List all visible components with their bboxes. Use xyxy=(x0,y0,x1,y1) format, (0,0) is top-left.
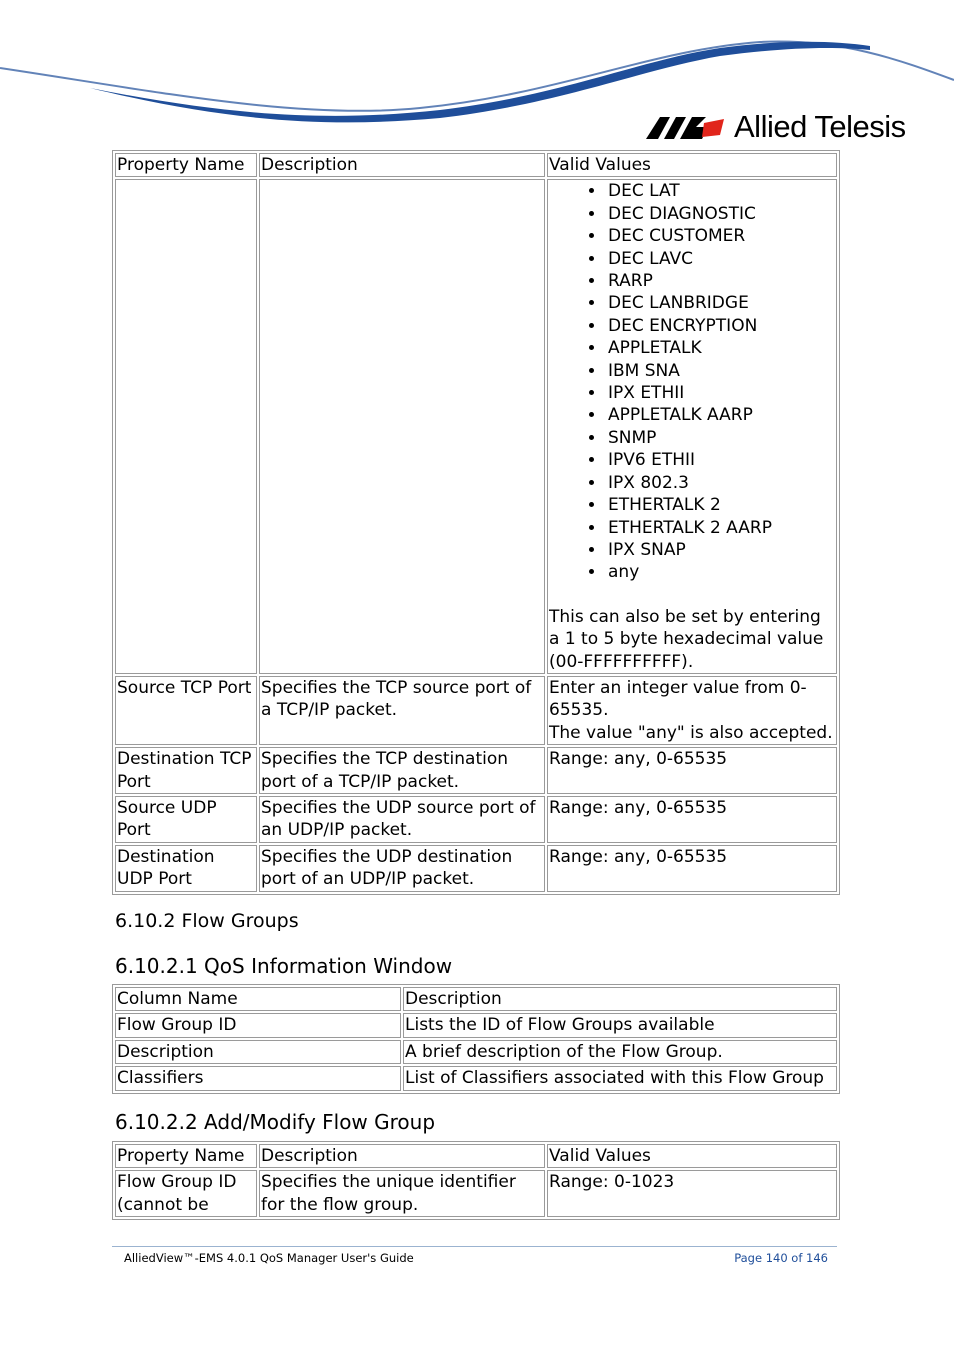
table-header-row xyxy=(115,153,837,177)
list-item: • IBM SNA xyxy=(606,360,835,382)
column-header: Property Name xyxy=(115,153,257,177)
footer-divider xyxy=(112,1246,837,1247)
table-row xyxy=(115,1013,837,1037)
table-cell xyxy=(259,179,545,674)
footer-page-number: Page 140 of 146 xyxy=(734,1251,828,1265)
list-item: • DEC CUSTOMER xyxy=(606,225,835,247)
column-header: Description xyxy=(259,153,545,177)
valid-values-cell: Range: 0-1023 xyxy=(547,1170,837,1217)
valid-values-cell: Range: any, 0-65535 xyxy=(547,747,837,794)
add-modify-flow-group-table xyxy=(112,1141,840,1220)
valid-values-text: The value "any" is also accepted. xyxy=(549,722,833,743)
table-header-row xyxy=(115,1144,837,1168)
table-row xyxy=(115,676,837,745)
column-header: Valid Values xyxy=(547,153,837,177)
allied-telesis-logo xyxy=(646,110,906,144)
property-name-cell: Flow Group ID (cannot be xyxy=(115,1170,257,1217)
list-item: • IPX SNAP xyxy=(606,539,835,561)
property-name-cell: Destination UDP Port xyxy=(115,845,257,892)
table-row xyxy=(115,796,837,843)
description-cell: Specifies the UDP destination port of an UDP/IP packet. xyxy=(259,845,545,892)
property-name-cell: Destination TCP Port xyxy=(115,747,257,794)
table-row xyxy=(115,747,837,794)
column-header: Column Name xyxy=(115,987,401,1011)
table-row xyxy=(115,179,837,674)
valid-values-cell: Range: any, 0-65535 xyxy=(547,796,837,843)
list-item: • IPX ETHII xyxy=(606,382,835,404)
list-item: • DEC ENCRYPTION xyxy=(606,315,835,337)
footer-document-title: AlliedView™-EMS 4.0.1 QoS Manager User's Guide xyxy=(124,1251,414,1265)
property-name-cell: Source TCP Port xyxy=(115,676,257,745)
list-item: • APPLETALK xyxy=(606,337,835,359)
column-header: Description xyxy=(259,1144,545,1168)
list-item: • ETHERTALK 2 AARP xyxy=(606,517,835,539)
list-item: • any xyxy=(606,561,835,583)
list-item: • IPX 802.3 xyxy=(606,472,835,494)
section-heading: 6.10.2.2 Add/Modify Flow Group xyxy=(115,1110,436,1134)
table-row xyxy=(115,845,837,892)
description-cell: Specifies the unique identifier for the flow group. xyxy=(259,1170,545,1217)
list-item: • IPV6 ETHII xyxy=(606,449,835,471)
valid-values-cell: Range: any, 0-65535 xyxy=(547,845,837,892)
list-item: • DEC LAT xyxy=(606,180,835,202)
column-name-cell: Description xyxy=(115,1040,401,1064)
column-header: Property Name xyxy=(115,1144,257,1168)
column-name-cell: Classifiers xyxy=(115,1066,401,1090)
column-name-cell: Flow Group ID xyxy=(115,1013,401,1037)
table-cell xyxy=(547,179,837,674)
description-cell: Lists the ID of Flow Groups available xyxy=(403,1013,837,1037)
column-header: Valid Values xyxy=(547,1144,837,1168)
protocol-value-list xyxy=(549,180,835,583)
list-item: • RARP xyxy=(606,270,835,292)
section-heading: 6.10.2 Flow Groups xyxy=(115,910,299,932)
brand-name: Allied Telesis xyxy=(734,109,906,144)
valid-values-text: Enter an integer value from 0-65535. xyxy=(549,677,807,721)
description-cell: Specifies the UDP source port of an UDP/IP packet. xyxy=(259,796,545,843)
description-cell: Specifies the TCP source port of a TCP/IP packet. xyxy=(259,676,545,745)
list-item: • DEC DIAGNOSTIC xyxy=(606,203,835,225)
section-heading: 6.10.2.1 QoS Information Window xyxy=(115,954,453,978)
table-row xyxy=(115,1170,837,1217)
table-row xyxy=(115,1066,837,1090)
description-cell: Specifies the TCP destination port of a TCP/IP packet. xyxy=(259,747,545,794)
allied-telesis-logo-icon xyxy=(646,113,728,141)
protocol-properties-table xyxy=(112,150,840,895)
valid-values-cell xyxy=(547,676,837,745)
column-header: Description xyxy=(403,987,837,1011)
list-item: • DEC LANBRIDGE xyxy=(606,292,835,314)
list-item: • ETHERTALK 2 xyxy=(606,494,835,516)
table-header-row xyxy=(115,987,837,1011)
table-row xyxy=(115,1040,837,1064)
qos-information-table xyxy=(112,984,840,1094)
table-cell xyxy=(115,179,257,674)
property-name-cell: Source UDP Port xyxy=(115,796,257,843)
description-cell: List of Classifiers associated with this Flow Group xyxy=(403,1066,837,1090)
description-cell: A brief description of the Flow Group. xyxy=(403,1040,837,1064)
hex-value-note: This can also be set by entering a 1 to 5 byte hexadecimal value (00-FFFFFFFFFF). xyxy=(549,606,824,672)
list-item: • DEC LAVC xyxy=(606,248,835,270)
list-item: • SNMP xyxy=(606,427,835,449)
list-item: • APPLETALK AARP xyxy=(606,404,835,426)
